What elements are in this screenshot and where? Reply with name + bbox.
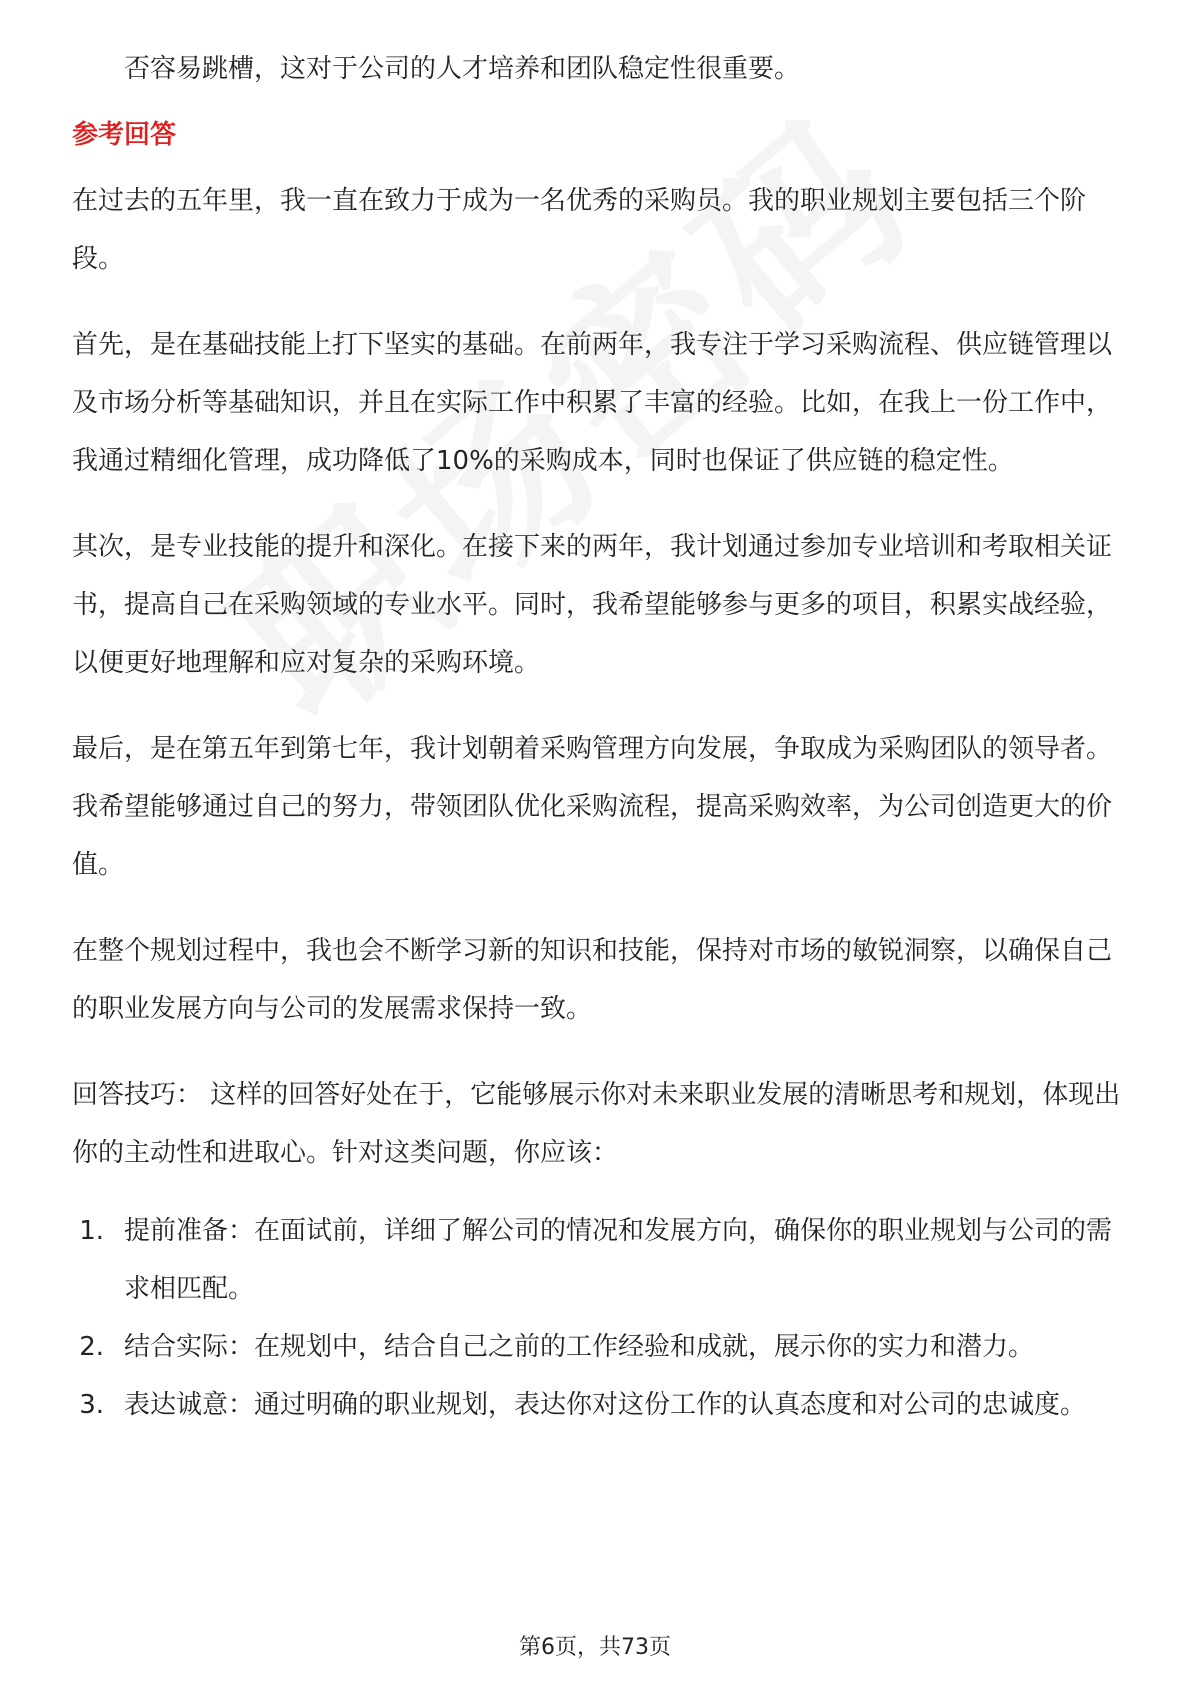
list-item xyxy=(72,1318,1122,1376)
answer-paragraph-4: 最后，是在第五年到第七年，我计划朝着采购管理方向发展，争取成为采购团队的领导者。我希望能够通过自己的努力，带领团队优化采购流程，提高采购效率，为公司创造更大的价值。 xyxy=(72,734,1113,880)
answer-paragraph-5: 在整个规划过程中，我也会不断学习新的知识和技能，保持对市场的敏锐洞察，以确保自己的职业发展方向与公司的发展需求保持一致。 xyxy=(72,936,1113,1024)
page-content xyxy=(72,40,1122,1434)
answer-paragraph-1: 在过去的五年里，我一直在致力于成为一名优秀的采购员。我的职业规划主要包括三个阶段。 xyxy=(72,186,1087,274)
page-footer: 第6页，共73页 xyxy=(519,1635,671,1660)
list-item xyxy=(72,1202,1122,1318)
list-item-number: 2. xyxy=(79,1332,104,1362)
answer-tips-intro: 回答技巧： 这样的回答好处在于，它能够展示你对未来职业发展的清晰思考和规划，体现出你的主动性和进取心。针对这类问题，你应该： xyxy=(72,1080,1121,1168)
section-heading: 参考回答 xyxy=(72,120,177,150)
intro-tail-paragraph: 否容易跳槽，这对于公司的人才培养和团队稳定性很重要。 xyxy=(124,54,801,84)
list-item-text: 结合实际：在规划中，结合自己之前的工作经验和成就，展示你的实力和潜力。 xyxy=(124,1332,1035,1362)
list-item-text: 表达诚意：通过明确的职业规划，表达你对这份工作的认真态度和对公司的忠诚度。 xyxy=(124,1390,1087,1420)
tips-list xyxy=(72,1202,1122,1434)
list-item-text: 提前准备：在面试前，详细了解公司的情况和发展方向，确保你的职业规划与公司的需求相匹配。 xyxy=(124,1216,1113,1304)
list-item xyxy=(72,1376,1122,1434)
answer-paragraph-2: 首先，是在基础技能上打下坚实的基础。在前两年，我专注于学习采购流程、供应链管理以及市场分析等基础知识，并且在实际工作中积累了丰富的经验。比如，在我上一份工作中，我通过精细化管理，成功降低了10%的采购成本，同时也保证了供应链的稳定性。 xyxy=(72,330,1113,476)
answer-paragraph-3: 其次，是专业技能的提升和深化。在接下来的两年，我计划通过参加专业培训和考取相关证书，提高自己在采购领域的专业水平。同时，我希望能够参与更多的项目，积累实战经验，以便更好地理解和应对复杂的采购环境。 xyxy=(72,532,1113,678)
list-item-number: 1. xyxy=(79,1216,104,1246)
list-item-number: 3. xyxy=(79,1390,104,1420)
